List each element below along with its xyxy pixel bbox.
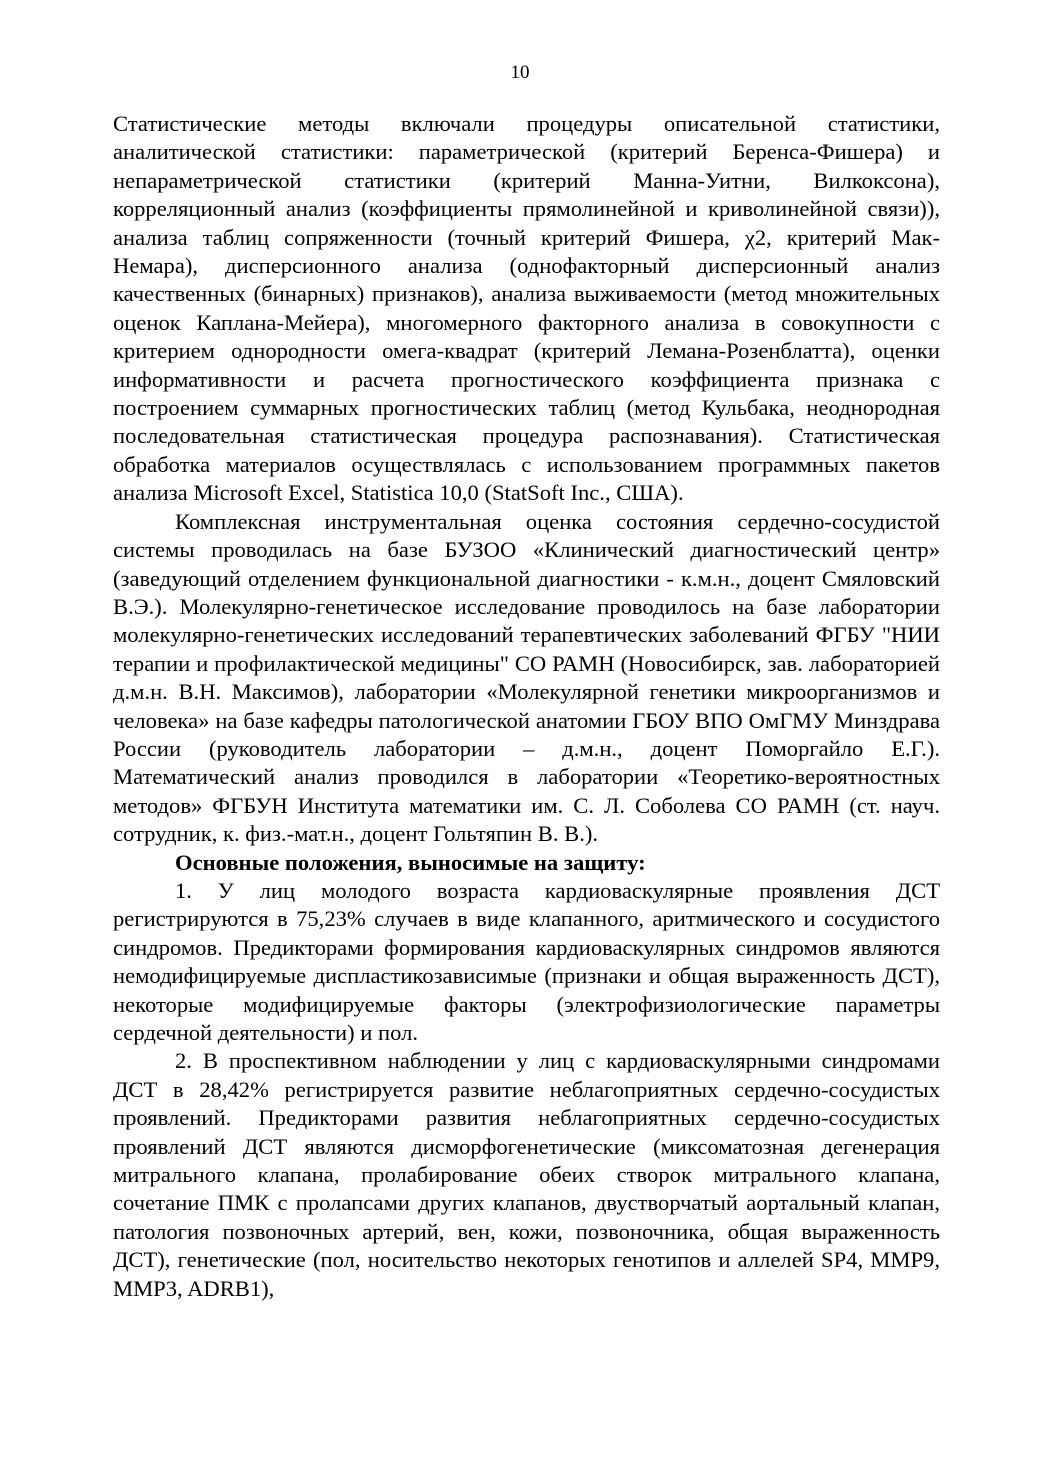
page-number: 10: [510, 62, 530, 83]
paragraph-instrumental-assessment: Комплексная инструментальная оценка состояния сердечно-сосудистой системы проводилась на базе БУЗОО «Клинический диагностический центр» (заведующий отделением функциональной диагностики - к.м.н., доцент Смяловский В.Э.). Молекулярно-генетическое исследование проводилось на базе лаборатории молекулярно-генетических исследований терапевтических заболеваний ФГБУ "НИИ терапии и профилактической медицины" СО РАМН (Новосибирск, зав. лабораторией д.м.н. В.Н. Максимов), лаборатории «Молекулярной генетики микроорганизмов и человека» на базе кафедры патологической анатомии ГБОУ ВПО ОмГМУ Минздрава России (руководитель лаборатории – д.м.н., доцент Поморгайло Е.Г.). Математический анализ проводился в лаборатории «Теоретико-вероятностных методов» ФГБУН Института математики им. С. Л. Соболева СО РАМН (ст. науч. сотрудник, к. физ.-мат.н., доцент Гольтяпин В. В.).: [113, 508, 940, 847]
paragraph-statistical-methods: Статистические методы включали процедуры описательной статистики, аналитической статистики: параметрической (критерий Беренса-Фишера) и непараметрической статистики (критерий Манна-Уитни, Вилкоксона), корреляционный анализ (коэффициенты прямолинейной и криволинейной связи)), анализа таблиц сопряженности (точный критерий Фишера, χ2, критерий Мак-Немара), дисперсионного анализа (однофакторный дисперсионный анализ качественных (бинарных) признаков), анализа выживаемости (метод множительных оценок Каплана-Мейера), многомерного факторного анализа в совокупности с критерием однородности омега-квадрат (критерий Лемана-Розенблатта), оценки информативности и расчета прогностического коэффициента признака с построением суммарных прогностических таблиц (метод Кульбака, неоднородная последовательная статистическая процедура распознавания). Статистическая обработка материалов осуществлялась с использованием программных пакетов анализа Microsoft Excel, Statistica 10,0 (StatSoft Inc., США).: [113, 111, 940, 506]
paragraph-provision-1: 1. У лиц молодого возраста кардиоваскулярные проявления ДСТ регистрируются в 75,23% случаев в виде клапанного, аритмического и сосудистого синдромов. Предикторами формирования кардиоваскулярных синдромов являются немодифицируемые диспластикозависимые (признаки и общая выраженность ДСТ), некоторые модифицируемые факторы (электрофизиологические параметры сердечной деятельности) и пол.: [113, 877, 940, 1045]
page-body: [113, 110, 940, 1303]
section-heading-main-provisions: Основные положения, выносимые на защиту:: [175, 849, 646, 875]
paragraph-provision-2: 2. В проспективном наблюдении у лиц с кардиоваскулярными синдромами ДСТ в 28,42% регистрируется развитие неблагоприятных сердечно-сосудистых проявлений. Предикторами развития неблагоприятных сердечно-сосудистых проявлений ДСТ являются дисморфогенетические (миксоматозная дегенерация митрального клапана, пролабирование обеих створок митрального клапана, сочетание ПМК с пролапсами других клапанов, двустворчатый аортальный клапан, патология позвоночных артерий, вен, кожи, позвоночника, общая выраженность ДСТ), генетические (пол, носительство некоторых генотипов и аллелей SP4, MMP9, MMP3, ADRB1),: [113, 1048, 940, 1301]
